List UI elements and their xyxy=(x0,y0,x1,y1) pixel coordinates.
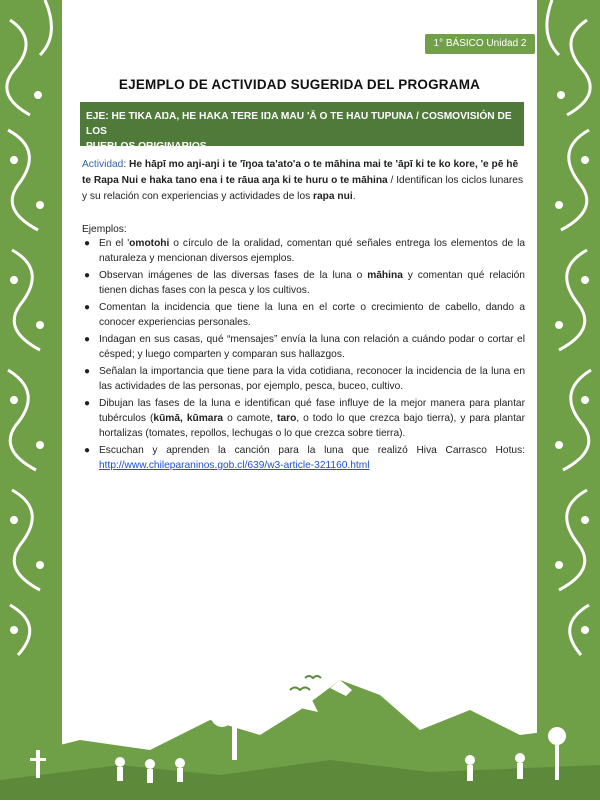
example-text: o camote, xyxy=(223,413,278,424)
bullet-icon: ● xyxy=(84,366,91,377)
example-bold: taro xyxy=(277,413,297,424)
example-text: y comentan qué relación tienen dichas fases con la pesca y los cultivos. xyxy=(99,270,525,296)
example-text: Señalan la importancia que tiene para la vida cotidiana, reconocer la incidencia de la luna en las actividades de las personas, por ejemplo, pesca, buceo, cultivo. xyxy=(99,366,525,392)
example-text: o círculo de la oralidad, comentan qué señales entrega los elementos de la naturaleza y mencionan diversos ejemplos. xyxy=(99,238,525,264)
activity-spanish-text: Identifican los ciclos lunares y su relación con experiencias y actividades de los xyxy=(82,175,524,203)
activity-end: . xyxy=(352,191,356,203)
activity-description xyxy=(82,157,525,206)
example-item xyxy=(82,396,525,441)
example-text: Dibujan las fases de la luna e identifican qué fase influye de la mejor manera para plantar tubérculos ( xyxy=(99,398,525,424)
example-item xyxy=(82,364,525,394)
example-bold: māhina xyxy=(367,270,403,281)
eje-line-2: PUEBLOS ORIGINARIOS. xyxy=(86,141,210,152)
example-text: Indagan en sus casas, qué “mensajes” envía la luna con relación a cuándo podar o cortar el césped; y luego comparten y comparan sus hallazgos. xyxy=(99,334,525,360)
activity-label: Actividad xyxy=(82,159,124,170)
page-title: EJEMPLO DE ACTIVIDAD SUGERIDA DEL PROGRAMA xyxy=(118,77,481,92)
activity-spanish-bold: rapa nui xyxy=(313,191,353,203)
bullet-icon: ● xyxy=(84,398,91,409)
eje-heading-box xyxy=(80,102,524,152)
example-text: , o todo lo que crezca bajo tierra), y para plantar hortalizas (tomates, repollos, lechugas o lo que crezca sobre tierra). xyxy=(99,413,525,439)
bullet-icon: ● xyxy=(84,445,91,456)
example-text: Observan imágenes de las diversas fases de la luna o xyxy=(99,270,368,281)
landscape-illustration xyxy=(0,640,600,800)
example-text: Escuchan y aprenden la canción para la luna que realizó Hiva Carrasco Hotus: xyxy=(99,445,525,456)
example-item xyxy=(82,300,525,330)
example-bold: kūmā, kūmara xyxy=(153,413,224,424)
activity-separator: / xyxy=(387,175,397,187)
activity-colon: : xyxy=(123,159,130,170)
examples-list xyxy=(82,236,525,475)
example-text: Comentan la incidencia que tiene la luna en el corte o crecimiento de cabello, dando a conocer experiencias personales. xyxy=(99,302,525,328)
eje-line-1: EJE: HE TIKA AŊA, HE HAKA TERE IŊA MAU 'Ā O TE HAU TUPUNA / COSMOVISIÓN DE LOS xyxy=(86,111,512,137)
examples-label: Ejemplos: xyxy=(82,224,127,235)
example-bold: omotohi xyxy=(129,238,170,249)
grade-unit-badge: 1° BÁSICO Unidad 2 xyxy=(425,34,535,54)
bullet-icon: ● xyxy=(84,302,91,313)
example-text: En el ' xyxy=(99,238,130,249)
bullet-icon: ● xyxy=(84,238,91,249)
activity-rapanui-text: He hāpī mo aŋi-aŋi i te 'īŋoa ta'ato'a o te māhina mai te 'āpī ki te ko kore, 'e pē hē te Rapa Nui e haka tano ena i te rāua aŋa ki te huru o te māhina xyxy=(82,159,519,187)
song-link[interactable]: http://www.chileparaninos.gob.cl/639/w3-article-321160.html xyxy=(99,460,370,471)
example-item xyxy=(82,332,525,362)
example-item xyxy=(82,236,525,266)
bullet-icon: ● xyxy=(84,334,91,345)
bullet-icon: ● xyxy=(84,270,91,281)
example-item xyxy=(82,443,525,473)
example-item xyxy=(82,268,525,298)
